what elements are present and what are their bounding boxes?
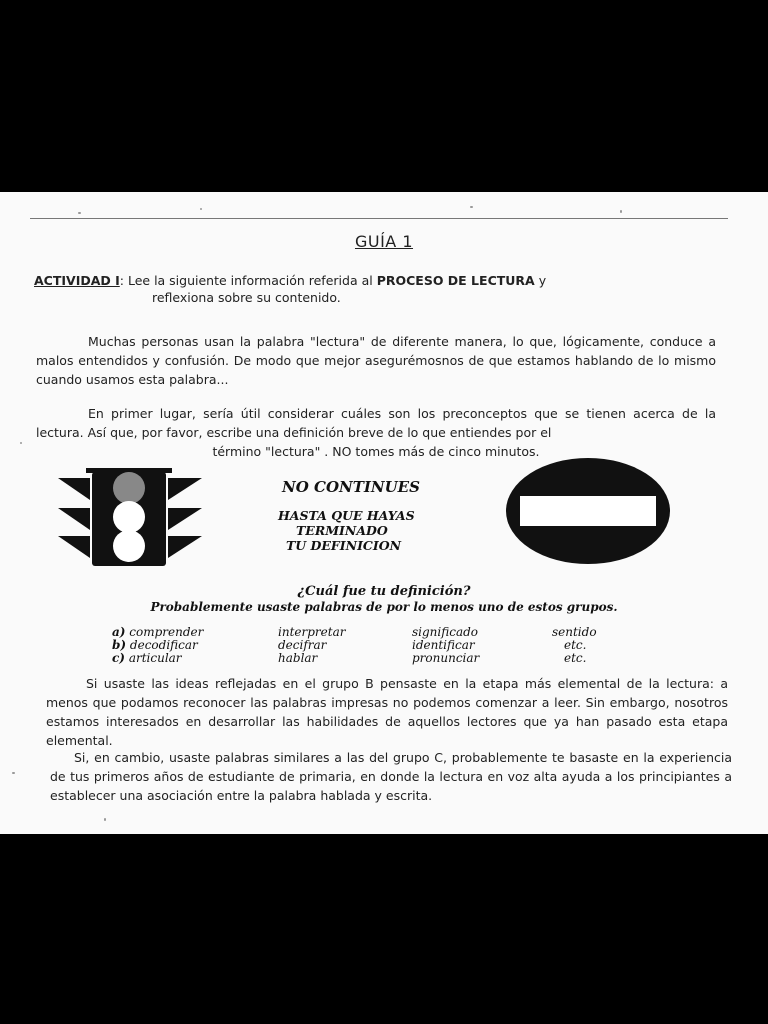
document-page [0,192,768,834]
group-word: etc. [564,651,587,665]
activity-instruction [34,272,724,306]
paragraph-instruction-main: En primer lugar, sería útil considerar cuáles son los preconceptos que se tienen acerca de la lectura. Así que, por favor, escribe una definición breve de lo que entiendes por el [36,406,716,440]
paragraph-group-c: Si, en cambio, usaste palabras similares a las del grupo C, probablemente te basaste en la experiencia de tus primeros años de estudiante de primaria, en donde la lectura en voz alta ayuda a los principiantes a establecer una asociación entre la palabra hablada y escrita. [50,750,732,803]
group-word: decifrar [278,638,327,652]
group-word: hablar [278,651,318,665]
traffic-light-icon [56,460,206,568]
group-word: identificar [412,638,475,652]
group-word: decodificar [129,638,198,652]
top-rule [30,218,728,219]
scan-speck [104,818,106,821]
question-subheading: Probablemente usaste palabras de por lo menos uno de estos grupos. [150,600,618,614]
group-row-c [112,652,644,665]
group-word: sentido [552,625,597,639]
activity-text-after: y [534,273,547,288]
word-groups [112,626,644,665]
scan-speck [20,442,22,444]
activity-text: : Lee la siguiente información referida al [119,273,377,288]
group-word: interpretar [278,625,346,639]
stop-message [278,508,415,553]
guide-title: GUÍA 1 [354,232,414,251]
paragraph-intro: Muchas personas usan la palabra "lectura" de diferente manera, lo que, lógicamente, conduce a malos entendidos y confusión. De modo que mejor asegurémosnos de que estamos hablando de lo mismo cuando usamos esta palabra... [36,334,716,387]
paragraph-instruction [36,404,716,461]
group-letter: b) [112,638,127,652]
scan-speck [200,208,202,210]
group-word: pronunciar [412,651,480,665]
stop-line: TERMINADO [296,523,388,538]
question-heading: ¿Cuál fue tu definición? [297,584,471,599]
activity-line2: reflexiona sobre su contenido. [152,290,341,305]
scan-speck [620,210,622,213]
paragraph-instruction-last: término "lectura" . NO tomes más de cinco minutos. [212,444,540,459]
group-letter: c) [112,651,125,665]
paragraph-group-b: Si usaste las ideas reflejadas en el grupo B pensaste en la etapa más elemental de la lectura: a menos que podamos reconocer las palabras impresas no podemos comenzar a leer. Sin embargo, nosotros estamos interesados en desarrollar las habilidades de aquellos lectores que ya han pasado esta etapa elemental. [46,676,728,748]
group-word: significado [412,625,479,639]
activity-label: ACTIVIDAD I [34,273,120,288]
group-word: etc. [564,638,587,652]
stop-line: HASTA QUE HAYAS [278,508,415,523]
group-word: comprender [129,625,204,639]
stop-heading: NO CONTINUES [282,478,420,496]
scan-speck [78,212,81,214]
scan-speck [12,772,15,774]
no-entry-sign-icon [504,456,672,566]
scan-speck [470,206,473,208]
group-word: articular [128,651,182,665]
stop-line: TU DEFINICION [286,538,402,553]
group-letter: a) [112,625,126,639]
activity-bold-term: PROCESO DE LECTURA [376,273,535,288]
